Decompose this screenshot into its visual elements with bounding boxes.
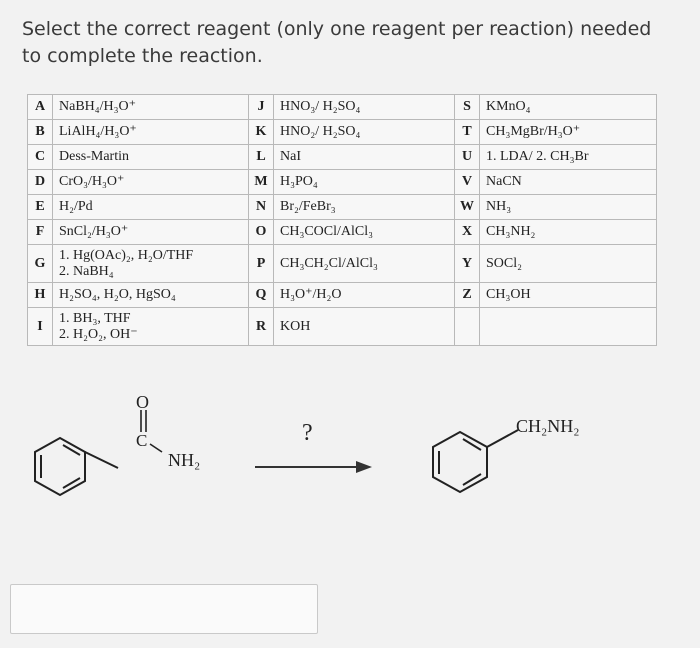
reagent-row	[28, 95, 657, 120]
reagent-row	[28, 283, 657, 308]
reagent-letter: Q	[249, 283, 274, 308]
reagent-row	[28, 220, 657, 245]
reagent-letter: D	[28, 170, 53, 195]
reagent-line: 1. Hg(OAc)₂, H₂O/THF	[59, 247, 194, 263]
reagent-description	[274, 120, 455, 145]
reagent-description	[480, 283, 657, 308]
reagent-letter: E	[28, 195, 53, 220]
product-structure	[433, 416, 580, 492]
reagent-description	[274, 308, 455, 346]
reagent-line: NH₃	[486, 199, 512, 214]
reagent-letter: F	[28, 220, 53, 245]
reagent-line: CH₃CH₂Cl/AlCl₃	[280, 255, 378, 271]
reagent-description	[53, 170, 249, 195]
reagent-description	[274, 220, 455, 245]
reagent-letter: A	[28, 95, 53, 120]
reagent-letter: G	[28, 245, 53, 283]
reagent-letter: J	[249, 95, 274, 120]
reactant-ring-to-carbonyl-bond	[85, 452, 118, 468]
reagent-line: HNO₂/ H₂SO₄	[280, 124, 361, 139]
reagent-description	[274, 95, 455, 120]
reagent-description	[274, 170, 455, 195]
reagent-row	[28, 170, 657, 195]
reagent-letter: U	[455, 145, 480, 170]
arrow-head	[356, 461, 372, 473]
reagent-letter: H	[28, 283, 53, 308]
reagent-line: 1. LDA/ 2. CH₃Br	[486, 149, 589, 164]
reagent-line: LiAlH₄/H₃O⁺	[59, 124, 137, 139]
answer-input-box[interactable]	[10, 584, 318, 634]
reagent-letter: Y	[455, 245, 480, 283]
reagent-row	[28, 145, 657, 170]
reagent-line: H₃PO₄	[280, 174, 318, 189]
reagent-description	[274, 145, 455, 170]
reagent-line: H₂/Pd	[59, 199, 93, 214]
reagent-line: CH₃MgBr/H₃O⁺	[486, 124, 581, 139]
reagent-description	[480, 145, 657, 170]
reagent-description	[274, 283, 455, 308]
reagent-letter: M	[249, 170, 274, 195]
reagent-letter: I	[28, 308, 53, 346]
reagent-description	[480, 170, 657, 195]
reagent-row	[28, 308, 657, 346]
product-benzene-ring	[433, 432, 487, 492]
reagent-description	[274, 245, 455, 283]
carbonyl-carbon-label: C	[136, 431, 148, 450]
reaction-arrow	[255, 420, 372, 473]
reagent-description	[53, 120, 249, 145]
reagent-line: CH₃NH₂	[486, 224, 536, 239]
reagent-line: 2. H₂O₂, OH⁻	[59, 326, 138, 342]
reactant-benzene-ring	[35, 438, 85, 495]
reagent-line: H₃O⁺/H₂O	[280, 287, 342, 302]
reagent-line: HNO₃/ H₂SO₄	[280, 99, 361, 114]
reagent-description	[53, 308, 249, 346]
reagent-letter: C	[28, 145, 53, 170]
reagent-row	[28, 245, 657, 283]
reagent-description	[274, 195, 455, 220]
reagent-description	[480, 245, 657, 283]
reagent-row	[28, 120, 657, 145]
reagent-line: NaI	[280, 149, 301, 164]
reagent-letter: P	[249, 245, 274, 283]
reagent-line: Dess-Martin	[59, 149, 129, 164]
reagent-line: SOCl₂	[486, 255, 523, 271]
reagent-description	[53, 145, 249, 170]
reagent-letter: T	[455, 120, 480, 145]
reagent-description	[480, 195, 657, 220]
question-text: Select the correct reagent (only one reagent per reaction) needed to complete the reaction.	[22, 18, 652, 67]
reagent-letter: R	[249, 308, 274, 346]
reagent-line: NaBH₄/H₃O⁺	[59, 99, 137, 114]
reagent-letter: Z	[455, 283, 480, 308]
product-ring-to-ch2-bond	[487, 430, 518, 447]
reagent-letter: O	[249, 220, 274, 245]
reagent-line: 2. NaBH₄	[59, 263, 114, 279]
reagent-description	[53, 245, 249, 283]
reagent-description	[53, 95, 249, 120]
reagent-line: SnCl₂/H₃O⁺	[59, 224, 129, 239]
reagent-letter: L	[249, 145, 274, 170]
reagent-description	[53, 220, 249, 245]
carbon-to-amine-bond	[150, 444, 162, 452]
reagent-description	[480, 120, 657, 145]
reagent-letter: W	[455, 195, 480, 220]
reagent-description	[53, 195, 249, 220]
reagent-line: CH₃OH	[486, 287, 531, 302]
reagent-table	[27, 94, 657, 346]
reactant-structure	[35, 392, 200, 495]
amine-label: NH₂	[168, 450, 201, 470]
reagent-line: NaCN	[486, 174, 522, 189]
reagent-line: H₂SO₄, H₂O, HgSO₄	[59, 287, 176, 302]
reagent-letter: S	[455, 95, 480, 120]
reagent-description	[480, 95, 657, 120]
reagent-letter: B	[28, 120, 53, 145]
reagent-line: CH₃COCl/AlCl₃	[280, 224, 374, 239]
reagent-row	[28, 195, 657, 220]
product-ch2nh2-label: CH₂NH₂	[516, 416, 580, 436]
reagent-description	[53, 283, 249, 308]
reagent-letter	[455, 308, 480, 346]
reagent-letter: K	[249, 120, 274, 145]
reagent-line: KOH	[280, 318, 311, 334]
reagent-description	[480, 220, 657, 245]
reaction-scheme	[0, 380, 700, 510]
arrow-reagent-label: ?	[302, 420, 313, 446]
reagent-letter: X	[455, 220, 480, 245]
reagent-line: CrO₃/H₃O⁺	[59, 174, 125, 189]
reagent-letter: V	[455, 170, 480, 195]
reagent-line: Br₂/FeBr₃	[280, 199, 336, 214]
reagent-letter: N	[249, 195, 274, 220]
reagent-line: 1. BH₃, THF	[59, 310, 131, 326]
reagent-line: KMnO₄	[486, 99, 531, 114]
reagent-description	[480, 308, 657, 346]
carbonyl-oxygen-label: O	[136, 392, 149, 412]
